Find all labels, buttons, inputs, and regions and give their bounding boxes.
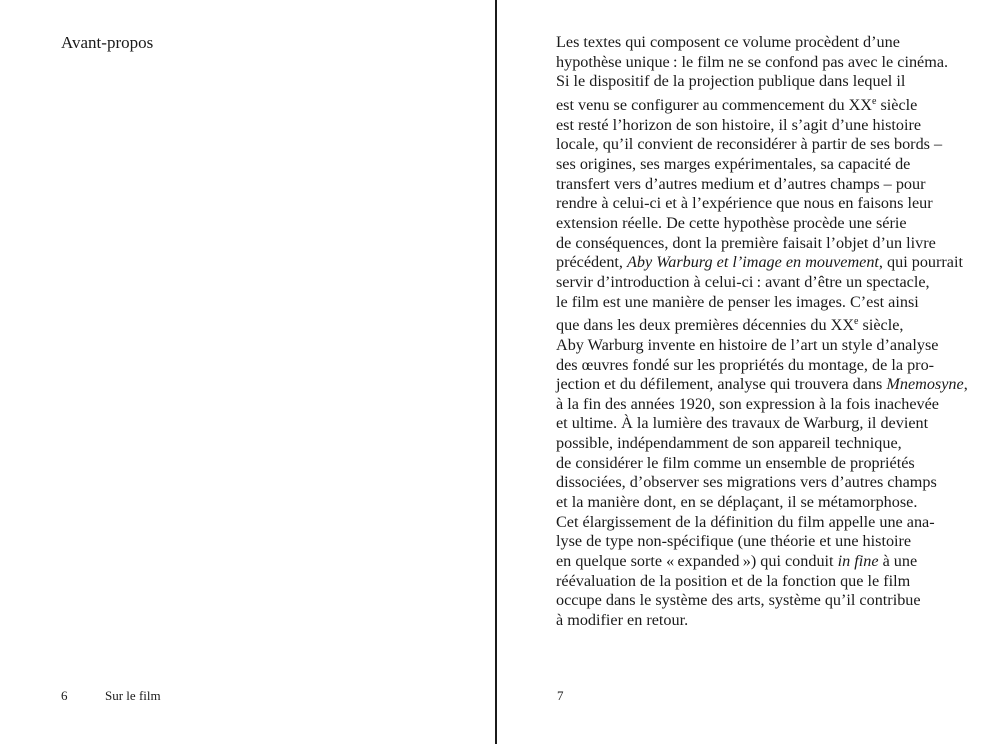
text-run: dissociées, d’observer ses migrations vers d’autres champs xyxy=(556,473,937,492)
text-line xyxy=(556,375,968,395)
text-line xyxy=(556,234,936,254)
text-run: , qui pourrait xyxy=(878,253,963,272)
text-run: le film est une manière de penser les images. C’est ainsi xyxy=(556,292,919,311)
italic-title: in fine xyxy=(837,552,879,571)
text-line xyxy=(556,335,939,356)
section-title: Avant-propos xyxy=(61,33,154,52)
text-line xyxy=(556,273,936,293)
text-run: extension réelle. De cette hypothèse procède une série xyxy=(556,213,907,232)
text-line xyxy=(556,72,936,92)
text-line xyxy=(556,52,949,73)
running-title: Sur le film xyxy=(105,688,161,703)
text-run: possible, indépendamment de son appareil technique, xyxy=(556,434,902,453)
text-line xyxy=(556,394,939,415)
text-line xyxy=(556,513,936,533)
text-run: hypothèse unique : le film ne se confond pas avec le cinéma. xyxy=(556,52,949,71)
body-paragraph xyxy=(556,33,968,631)
superscript: e xyxy=(854,316,859,328)
page-number-right: 7 xyxy=(557,688,564,703)
text-run: des œuvres fondé sur les propriétés du montage, de la pro- xyxy=(556,355,935,374)
text-line xyxy=(556,155,936,175)
superscript: e xyxy=(872,95,877,107)
text-run: siècle, xyxy=(858,316,904,335)
text-line xyxy=(556,253,963,273)
italic-title: Aby Warburg et l’image en mouvement xyxy=(627,253,879,272)
text-line xyxy=(556,92,936,116)
text-line xyxy=(556,214,936,234)
text-line xyxy=(556,552,936,572)
right-page xyxy=(498,0,992,744)
text-run: Cet élargissement de la définition du film appelle une ana- xyxy=(556,512,935,531)
text-run: à la fin des années 1920, son expression à la fois inachevée xyxy=(556,394,939,413)
text-run: de considérer le film comme un ensemble de propriétés xyxy=(556,453,915,472)
text-line xyxy=(556,572,936,592)
text-line xyxy=(556,434,936,454)
italic-title: Mnemosyne xyxy=(886,375,964,394)
text-line xyxy=(556,414,936,434)
text-run: servir d’introduction à celui-ci : avant d’être un spectacle, xyxy=(556,272,930,291)
text-run: de conséquences, dont la première faisait l’objet d’un livre xyxy=(556,233,936,252)
text-run: occupe dans le système des arts, système qu’il contribue xyxy=(556,591,921,610)
text-line xyxy=(556,473,936,493)
text-line xyxy=(556,194,936,214)
text-run: siècle xyxy=(876,95,918,114)
text-run: jection et du défilement, analyse qui trouvera dans xyxy=(556,375,887,394)
text-run: , xyxy=(963,375,968,394)
text-line xyxy=(556,356,936,376)
page-number-left: 6 xyxy=(61,688,68,703)
text-line xyxy=(556,175,936,195)
text-line xyxy=(556,493,936,513)
text-line xyxy=(556,135,943,155)
text-line xyxy=(556,293,936,313)
text-run: et la manière dont, en se déplaçant, il se métamorphose. xyxy=(556,493,918,512)
text-line xyxy=(556,312,936,336)
text-run: ses origines, ses marges expérimentales, sa capacité de xyxy=(556,154,911,173)
text-run: réévaluation de la position et de la fonction que le film xyxy=(556,571,911,590)
text-run: et ultime. À la lumière des travaux de Warburg, il devient xyxy=(556,414,929,433)
text-run: précédent, xyxy=(556,253,628,272)
text-run: que dans les deux premières décennies du XX xyxy=(556,316,855,335)
text-run: Les textes qui composent ce volume procèdent d’une xyxy=(556,33,900,51)
text-line xyxy=(556,611,936,631)
text-run: locale, qu’il convient de reconsidérer à partir de ses bords – xyxy=(556,135,943,154)
text-line xyxy=(556,591,936,611)
text-run: à une xyxy=(878,552,918,571)
text-run: Aby Warburg invente en histoire de l’art un style d’analyse xyxy=(556,335,939,354)
gutter-line xyxy=(495,0,497,744)
text-run: transfert vers d’autres medium et d’autres champs – pour xyxy=(556,174,926,193)
text-run: Si le dispositif de la projection publique dans lequel il xyxy=(556,72,906,91)
text-run: à modifier en retour. xyxy=(556,611,689,630)
text-line xyxy=(556,532,936,552)
text-line xyxy=(556,33,936,53)
text-line xyxy=(556,454,936,474)
text-run: est resté l’horizon de son histoire, il s’agit d’une histoire xyxy=(556,115,922,134)
text-run: en quelque sorte « expanded ») qui conduit xyxy=(556,552,838,571)
text-run: rendre à celui-ci et à l’expérience que nous en faisons leur xyxy=(556,194,933,213)
text-run: est venu se configurer au commencement du XX xyxy=(556,95,872,114)
text-line xyxy=(556,116,936,136)
text-run: lyse de type non-spécifique (une théorie et une histoire xyxy=(556,532,912,551)
